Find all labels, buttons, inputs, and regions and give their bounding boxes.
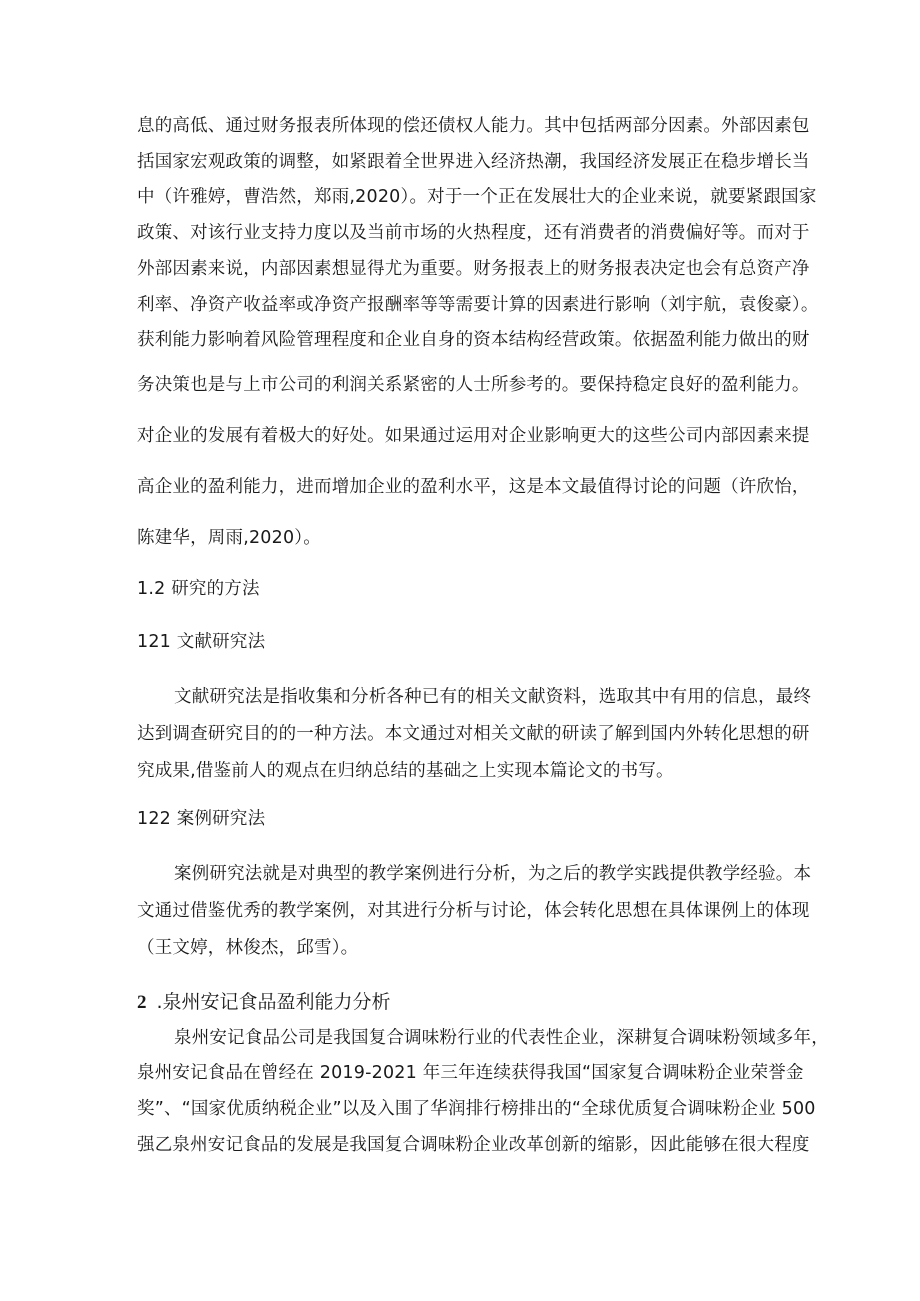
paragraph-line: 务决策也是与上市公司的利润关系紧密的人士所参考的。要保持稳定良好的盈利能力。 <box>137 375 810 395</box>
paragraph-line: 高企业的盈利能力，进而增加企业的盈利水平，这是本文最值得讨论的问题（许欣怡， <box>137 477 810 497</box>
paragraph-line: 究成果,借鉴前人的观点在归纳总结的基础之上实现本篇论文的书写。 <box>137 761 674 781</box>
paragraph-line: 达到调查研究目的的一种方法。本文通过对相关文献的研读了解到国内外转化思想的研 <box>137 724 810 744</box>
paragraph-line: 括国家宏观政策的调整，如紧跟着全世界进入经济热潮，我国经济发展正在稳步增长当 <box>137 152 810 172</box>
subsection-heading: 122 案例研究法 <box>137 809 266 829</box>
chapter-title: .泉州安记食品盈利能力分析 <box>156 991 391 1013</box>
chapter-heading <box>137 990 391 1015</box>
paragraph-line: 奖”、“国家优质纳税企业”以及入围了华润排行榜排出的“全球优质复合调味粉企业 500 <box>137 1099 816 1119</box>
paragraph-line: 对企业的发展有着极大的好处。如果通过运用对企业影响更大的这些公司内部因素来提 <box>137 426 810 446</box>
paragraph-line: 政策、对该行业支持力度以及当前市场的火热程度，还有消费者的消费偏好等。而对于 <box>137 223 810 243</box>
paragraph-line: 外部因素来说，内部因素想显得尤为重要。财务报表上的财务报表决定也会有总资产净 <box>137 259 810 279</box>
paragraph-line: 息的高低、通过财务报表所体现的偿还债权人能力。其中包括两部分因素。外部因素包 <box>137 116 810 136</box>
paragraph-line: 泉州安记食品公司是我国复合调味粉行业的代表性企业，深耕复合调味粉领域多年， <box>174 1028 829 1048</box>
paragraph-line: 强乙泉州安记食品的发展是我国复合调味粉企业改革创新的缩影，因此能够在很大程度 <box>137 1135 810 1155</box>
paragraph-line: 泉州安记食品在曾经在 2019-2021 年三年连续获得我国“国家复合调味粉企业荣誉金 <box>137 1063 804 1083</box>
subsection-heading: 121 文献研究法 <box>137 632 266 652</box>
paragraph-line: 文献研究法是指收集和分析各种已有的相关文献资料，选取其中有用的信息，最终 <box>174 687 812 707</box>
paragraph-line: 利率、净资产收益率或净资产报酬率等等需要计算的因素进行影响（刘宇航，袁俊豪）。 <box>137 295 819 315</box>
paragraph-line: 案例研究法就是对典型的教学案例进行分析，为之后的教学实践提供教学经验。本 <box>174 864 812 884</box>
paragraph-line: （王文婷，林俊杰，邱雪）。 <box>137 938 359 958</box>
chapter-number: 2 <box>137 992 147 1013</box>
paragraph-line: 中（许雅婷，曹浩然，郑雨,2020）。对于一个正在发展壮大的企业来说，就要紧跟国家 <box>137 187 817 207</box>
section-heading: 1.2 研究的方法 <box>137 579 260 599</box>
paragraph-line: 获利能力影响着风险管理程度和企业自身的资本结构经营政策。依据盈利能力做出的财 <box>137 330 810 350</box>
paragraph-line: 陈建华，周雨,2020）。 <box>137 528 321 548</box>
paragraph-line: 文通过借鉴优秀的教学案例，对其进行分析与讨论，体会转化思想在具体课例上的体现 <box>137 901 810 921</box>
